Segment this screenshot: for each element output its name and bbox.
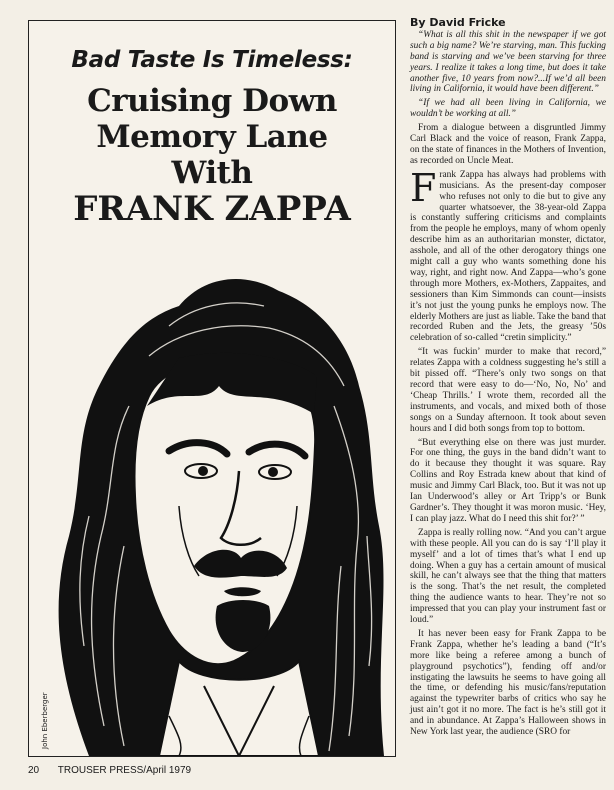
article-column <box>410 18 606 741</box>
page-footer <box>28 765 207 776</box>
page-number: 20 <box>28 765 40 776</box>
headline-line-1: Cruising Down <box>87 83 337 119</box>
epigraph-quote-1: “What is all this shit in the newspaper if we got such a big name? We’re starving, man. This fucking band is starving and we’ve been starving for three years. I realize it takes a long time, but does it take another five, 10 years from now?...If we’d all been living in California, it would have been different.” <box>410 29 606 95</box>
article-paragraph-1-text: rank Zappa has always had problems with musicians. As the present-day composer who refuses not only to die but to give any quarter whatsoever, the 38-year-old Zappa is constantly suffering criticisms and complaints from the people he employs, many of whom openly describe him as an authoritarian monster, dictator, asshole, and all of the other derogatory things one might call a guy who wants something done his way, right, and right now. And Zappa—who’s gone through more Mothers, ex-Mothers, Zappaites, and sessioners than Kim Simmonds can count—insists it’s not just the young punks he employs now. The elderly Mothers are just as liable. Take the band that recorded Ruben and the Jets, the greasy ’50s celebration of so-called “cretin simplicity.” <box>410 169 606 344</box>
main-headline <box>29 83 395 227</box>
byline: By David Fricke <box>410 16 506 29</box>
headline-line-2: Memory Lane <box>96 119 328 155</box>
article-paragraph-1 <box>410 165 606 345</box>
article-paragraph-5: It has never been easy for Frank Zappa to be Frank Zappa, whether he’s leading a band (“It’s more like being a referee among a bunch of playground psychotics”), fending off and/or instigating the lawsuits he seems to have going all the time, or defending his music/fans/reputation against the typewriter barbs of critics who say he just ain’t got it no more. The fact is he’s still got it and in abundance. At Zappa’s Halloween shows in New York last year, the audience (SRO for <box>410 628 606 738</box>
title-illustration-panel <box>28 20 396 757</box>
epigraph-quote-2: “If we had all been living in California, we wouldn’t be working at all.” <box>410 98 606 120</box>
frank-zappa-portrait <box>29 246 395 756</box>
article-paragraph-2: “It was fuckin’ murder to make that record,” relates Zappa with a coldness suggesting he’s still a bit pissed off. “There’s only two songs on that record that were easy to do—‘No, No, No’ and ‘Cheap Thrills.’ I wrote them, recorded all the instruments, and vocals, and mixed both of those songs on a Sunday afternoon. It took about seven hours and I did both songs from top to bottom. <box>410 347 606 434</box>
epigraph-attribution: From a dialogue between a disgruntled Jimmy Carl Black and the voice of reason, Frank Zappa, on the state of finances in the Mothers of Invention, as recorded on Uncle Meat. <box>410 123 606 166</box>
article-paragraph-3: “But everything else on there was just murder. For one thing, the guys in the band didn’t want to do it because they thought it was square. Ray Collins and Roy Estrada knew about that kind of music and Jimmy Carl Black, too. But it was not up Ian Underwood’s alley or Art Tripp’s or Bunk Gardner’s. They thought it was moron music. ‘Hey, I can play jazz. What do I need this shit for?’ ” <box>410 437 606 524</box>
headline-line-3: With <box>171 155 253 191</box>
drop-cap: F <box>410 165 437 210</box>
headline-line-4: FRANK ZAPPA <box>73 189 351 229</box>
illustrator-credit: John Eberberger <box>41 692 49 749</box>
kicker-headline: Bad Taste Is Timeless: <box>71 47 353 73</box>
publication-line: TROUSER PRESS/April 1979 <box>57 765 192 776</box>
article-paragraph-4: Zappa is really rolling now. “And you can’t argue with these people. All you can do is say ‘I’ll play it myself’ and a lot of times that’s what I end up doing. When a guy has a certain amount of musical skill, he can’t always see that the thing that matters is the song. That’s the net result, the completed thing the audience wants to hear. They’re not so impressed that you can play your instrument fast or loud.” <box>410 527 606 626</box>
